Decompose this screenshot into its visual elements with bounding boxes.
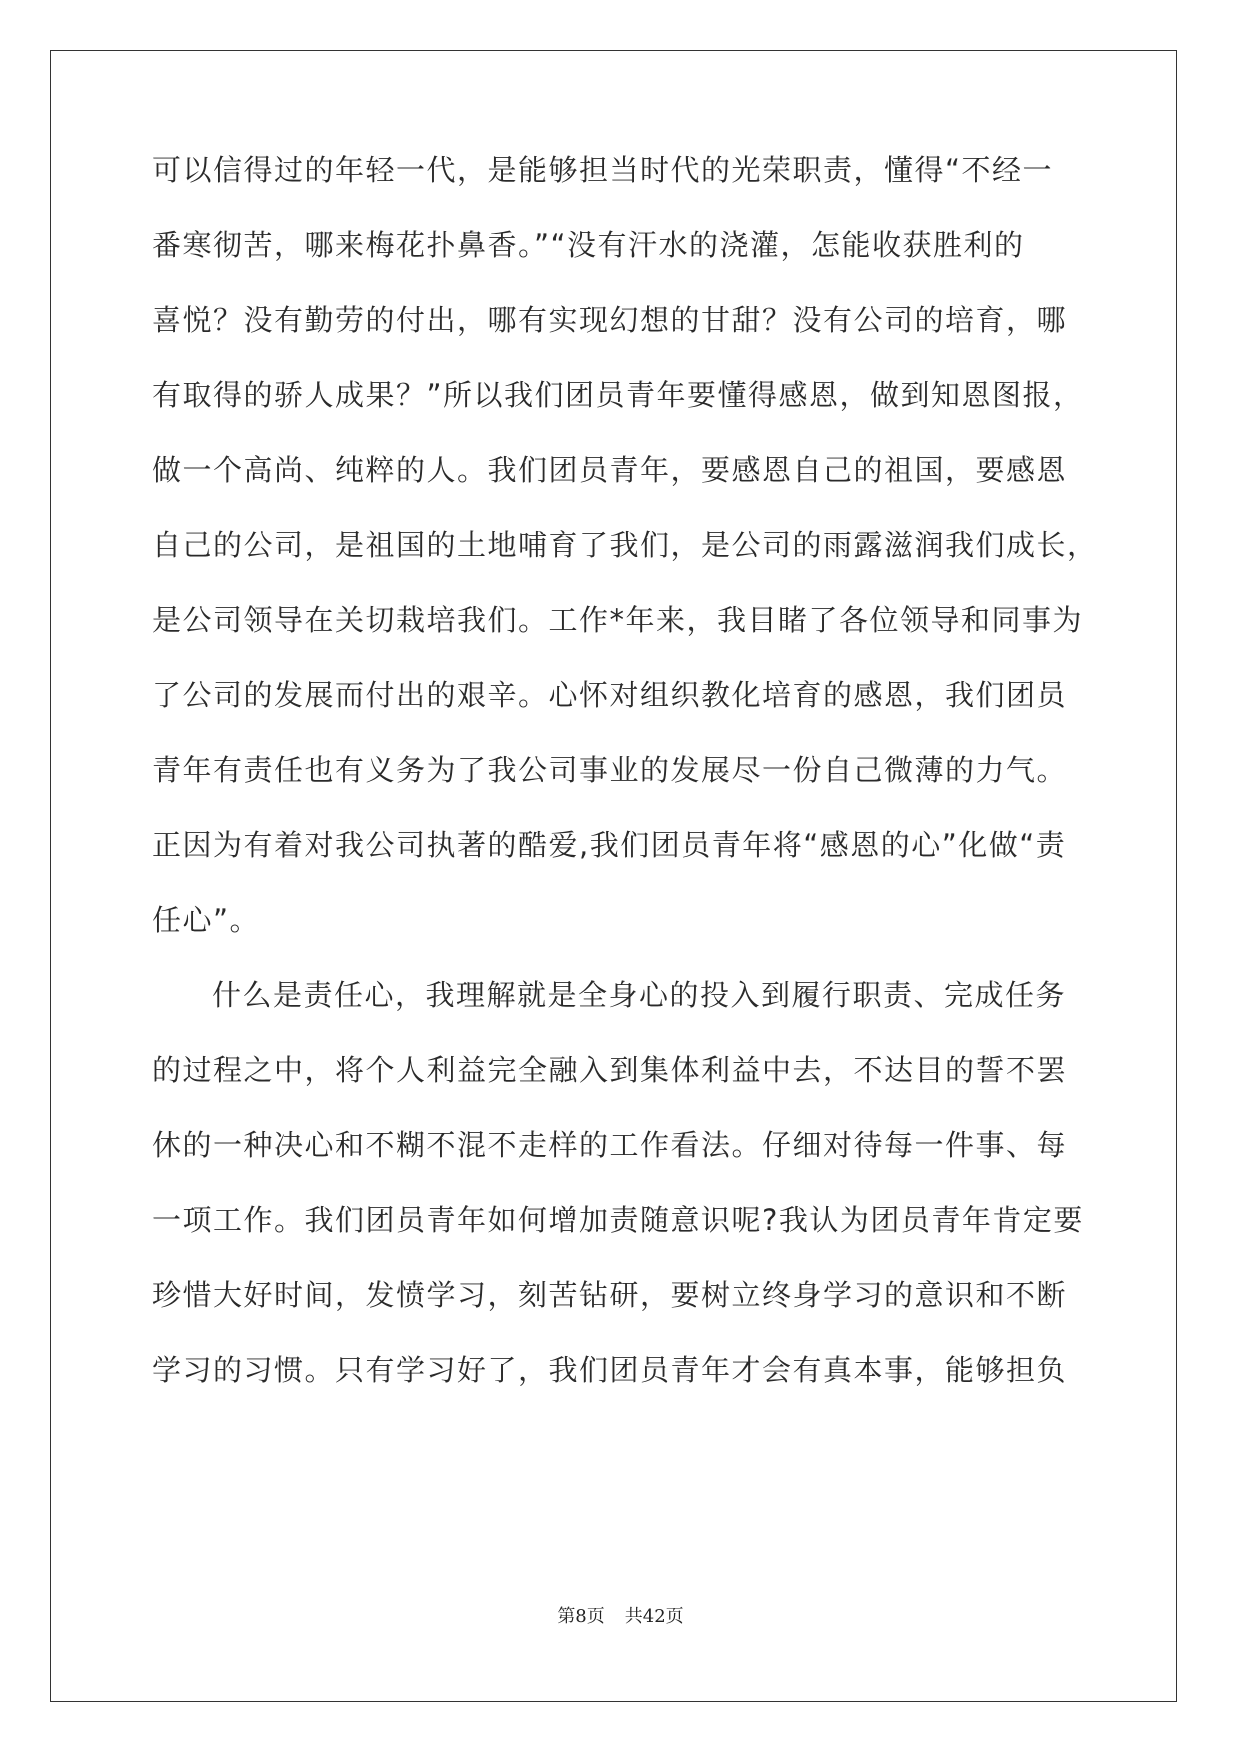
text-line: 喜悦？没有勤劳的付出，哪有实现幻想的甘甜？没有公司的培育，哪 bbox=[152, 303, 1068, 337]
text-line: 学习的习惯。只有学习好了，我们团员青年才会有真本事，能够担负 bbox=[152, 1353, 1068, 1387]
page-number: 第8页 bbox=[557, 1606, 605, 1627]
text-line: 番寒彻苦，哪来梅花扑鼻香。”“没有汗水的浇灌，怎能收获胜利的 bbox=[152, 228, 1025, 262]
text-line-paragraph-start: 什么是责任心，我理解就是全身心的投入到履行职责、完成任务 bbox=[212, 978, 1067, 1012]
text-line: 自己的公司，是祖国的土地哺育了我们，是公司的雨露滋润我们成长， bbox=[152, 528, 1098, 562]
text-line: 休的一种决心和不糊不混不走样的工作看法。仔细对待每一件事、每 bbox=[152, 1128, 1068, 1162]
text-line: 一项工作。我们团员青年如何增加责随意识呢?我认为团员青年肯定要 bbox=[152, 1203, 1084, 1237]
text-line: 可以信得过的年轻一代，是能够担当时代的光荣职责，懂得“不经一 bbox=[152, 153, 1054, 187]
text-line: 了公司的发展而付出的艰辛。心怀对组织教化培育的感恩，我们团员 bbox=[152, 678, 1068, 712]
page-footer bbox=[0, 1602, 1241, 1628]
page-border bbox=[50, 50, 1177, 1702]
text-line: 做一个高尚、纯粹的人。我们团员青年，要感恩自己的祖国，要感恩 bbox=[152, 453, 1068, 487]
page-total: 共42页 bbox=[624, 1606, 684, 1627]
text-line: 青年有责任也有义务为了我公司事业的发展尽一份自己微薄的力气。 bbox=[152, 753, 1068, 787]
text-line: 任心”。 bbox=[152, 903, 261, 937]
text-line: 有取得的骄人成果？”所以我们团员青年要懂得感恩，做到知恩图报， bbox=[152, 378, 1084, 412]
text-line: 是公司领导在关切栽培我们。工作*年来，我目睹了各位领导和同事为 bbox=[152, 603, 1084, 637]
text-line: 珍惜大好时间，发愤学习，刻苦钻研，要树立终身学习的意识和不断 bbox=[152, 1278, 1068, 1312]
text-line: 正因为有着对我公司执著的酷爱,我们团员青年将“感恩的心”化做“责 bbox=[152, 828, 1067, 862]
text-line: 的过程之中，将个人利益完全融入到集体利益中去，不达目的誓不罢 bbox=[152, 1053, 1068, 1087]
